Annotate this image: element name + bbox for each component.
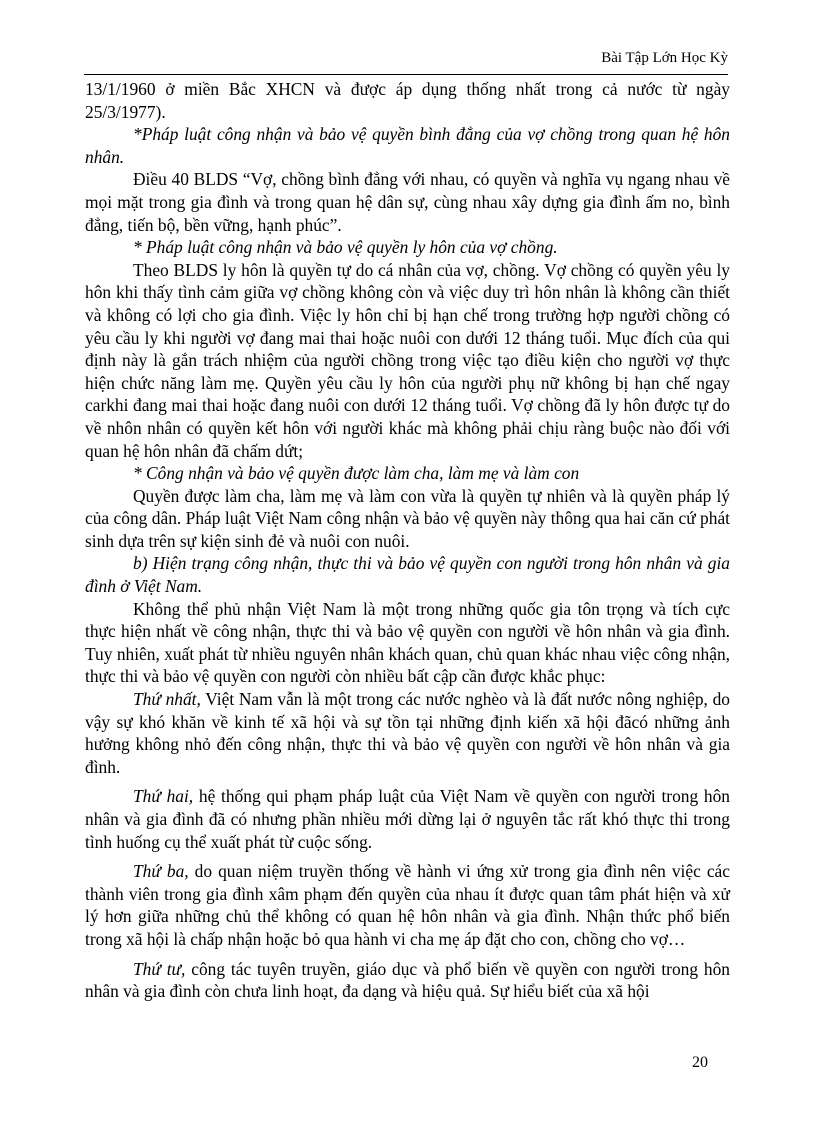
paragraph-parenthood: Quyền được làm cha, làm mẹ và làm con vừa là quyền tự nhiên và là quyền pháp lý của công dân. Pháp luật Việt Nam công nhận và bảo vệ quyền này thông qua hai căn cứ phát sinh dựa trên sự kiện sinh đẻ và nuôi con nuôi. [85, 485, 730, 551]
paragraph-continuation: 13/1/1960 ở miền Bắc XHCN và được áp dụng thống nhất trong cả nước từ ngày 25/3/1977). [85, 79, 730, 122]
text-second: hệ thống qui phạm pháp luật của Việt Nam về quyền con người trong hôn nhân và gia đình đã có nhưng phần nhiều mới dừng lại ở nguyên tắc rất khó thực thi trong tình huống cụ thể xuất phát từ cuộc sống. [85, 786, 730, 852]
lead-fourth: Thứ tư, [133, 958, 186, 979]
text-first: Việt Nam vẫn là một trong các nước nghèo và là đất nước nông nghiệp, do vậy sự khó khăn về kinh tế xã hội và sự tồn tại những định kiến xã hội đãcó những ảnh hưởng không nhỏ đến công nhận, thực thi và bảo vệ quyền con người về hôn nhân và gia đình. [85, 689, 730, 777]
subheading-parenthood: * Công nhận và bảo vệ quyền được làm cha, làm mẹ và làm con [133, 463, 580, 484]
lead-first: Thứ nhất, [133, 689, 201, 710]
paragraph-second [85, 785, 730, 853]
section-heading-b: b) Hiện trạng công nhận, thực thi và bảo vệ quyền con người trong hôn nhân và gia đình ở Việt Nam. [85, 553, 730, 597]
paragraph-article-40: Điều 40 BLDS “Vợ, chồng bình đẳng với nhau, có quyền và nghĩa vụ ngang nhau về mọi mặt trong gia đình và trong quan hệ dân sự, cùng nhau xây dựng gia đình ấm no, bình đẳng, tiến bộ, bền vững, hạnh phúc”. [85, 169, 730, 235]
text-fourth: công tác tuyên truyền, giáo dục và phổ biến về quyền con người trong hôn nhân và gia đình còn chưa linh hoạt, đa dạng và hiệu quả. Sự hiểu biết của xã hội [85, 958, 730, 1002]
page-number: 20 [692, 1054, 708, 1071]
paragraph-fourth [85, 958, 730, 1003]
subheading-divorce: * Pháp luật công nhận và bảo vệ quyền ly hôn của vợ chồng. [133, 237, 558, 258]
paragraph-divorce: Theo BLDS ly hôn là quyền tự do cá nhân của vợ, chồng. Vợ chồng có quyền yêu ly hôn khi thấy tình cảm giữa vợ chồng không còn và việc duy trì hôn nhân là không cần thiết và không có lợi cho gia đình. Việc ly hôn chỉ bị hạn chế trong trường hợp người chồng có yêu cầu ly khi người vợ đang mai thai hoặc nuôi con dưới 12 tháng tuổi. Mục đích của qui định này là gắn trách nhiệm của người chồng trong việc tạo điều kiện cho người vợ thực hiện chức năng làm mẹ. Quyền yêu cầu ly hôn của người phụ nữ không bị hạn chế ngay carkhi đang mai thai hoặc đang nuôi con dưới 12 tháng tuổi. Vợ chồng đã ly hôn được tự do về nhôn nhân có quyền kết hôn với người khác mà không phải chịu ràng buộc nào đối với quan hệ hôn nhân đã chấm dứt; [85, 259, 730, 461]
paragraph-third [85, 860, 730, 950]
page-body [85, 78, 730, 1003]
text-third: do quan niệm truyền thống về hành vi ứng xử trong gia đình nên việc các thành viên trong gia đình xâm phạm đến quyền của nhau ít được quan tâm phát hiện và xử lý hơn giữa những chủ thể không có quan hệ hôn nhân và gia đình. Nhận thức phổ biến trong xã hội là chấp nhận hoặc bỏ qua hành vi cha mẹ áp đặt cho con, chồng cho vợ… [85, 861, 730, 949]
header-rule [84, 74, 728, 75]
paragraph-first [85, 688, 730, 778]
running-header: Bài Tập Lớn Học Kỳ [601, 50, 728, 66]
lead-second: Thứ hai, [133, 786, 194, 807]
paragraph-intro-shortcomings: Không thể phủ nhận Việt Nam là một trong những quốc gia tôn trọng và tích cực thực hiện nhất về công nhận, thực thi và bảo vệ quyền con người về hôn nhân và gia đình. Tuy nhiên, xuất phát từ nhiều nguyên nhân khách quan, chủ quan khác nhau việc công nhận, thực thi và bảo vệ quyền con người còn nhiều bất cập cần được khắc phục: [85, 598, 730, 687]
lead-third: Thứ ba, [133, 861, 189, 882]
subheading-equality: *Pháp luật công nhận và bảo vệ quyền bình đẳng của vợ chồng trong quan hệ hôn nhân. [85, 124, 730, 167]
